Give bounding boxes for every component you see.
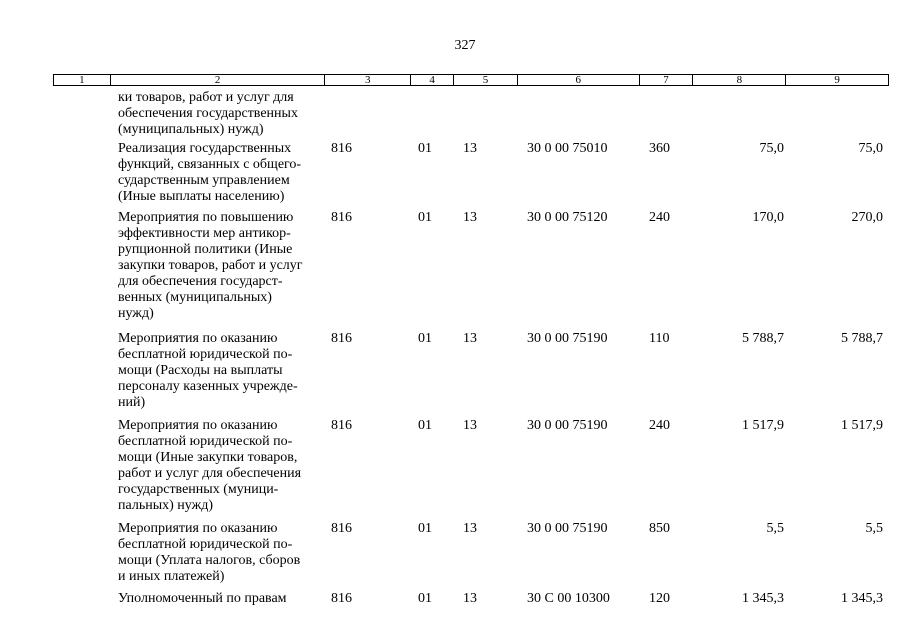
row-pr: 13 (463, 210, 477, 225)
row-sum-2: 75,0 (858, 141, 883, 156)
row-name: Мероприятия по оказанию бесплатной юридической по- мощи (Иные закупки товаров, работ и услуг для обеспечения государственных (муници- пальных) нужд) (118, 418, 302, 513)
row-name: Мероприятия по оказанию бесплатной юридической по- мощи (Расходы на выплаты персоналу казенных учрежде- ний) (118, 331, 298, 410)
row-rz: 01 (418, 591, 432, 606)
table-header (53, 74, 889, 86)
header-cell: 3 (325, 75, 411, 85)
row-pr: 13 (463, 331, 477, 346)
row-ved: 816 (331, 418, 352, 433)
header-cell: 6 (518, 75, 640, 85)
page-number: 327 (454, 38, 476, 53)
row-pr: 13 (463, 418, 477, 433)
row-sum-2: 1 345,3 (841, 591, 883, 606)
row-sum-1: 75,0 (759, 141, 784, 156)
row-ved: 816 (331, 331, 352, 346)
row-pr: 13 (463, 591, 477, 606)
row-rz: 01 (418, 418, 432, 433)
row-pr: 13 (463, 521, 477, 536)
row-sum-1: 170,0 (752, 210, 784, 225)
header-cell: 8 (693, 75, 786, 85)
row-ved: 816 (331, 521, 352, 536)
row-vr: 360 (649, 141, 670, 156)
row-vr: 110 (649, 331, 670, 346)
row-sum-1: 5 788,7 (742, 331, 784, 346)
row-vr: 120 (649, 591, 670, 606)
header-cell: 2 (111, 75, 325, 85)
header-cell: 7 (640, 75, 694, 85)
row-rz: 01 (418, 141, 432, 156)
row-vr: 240 (649, 418, 670, 433)
row-sum-2: 5,5 (865, 521, 883, 536)
row-ved: 816 (331, 210, 352, 225)
row-csr: 30 0 00 75190 (527, 521, 608, 536)
row-vr: 850 (649, 521, 670, 536)
row-ved: 816 (331, 141, 352, 156)
row-ved: 816 (331, 591, 352, 606)
row-pr: 13 (463, 141, 477, 156)
row-vr: 240 (649, 210, 670, 225)
row-sum-2: 5 788,7 (841, 331, 883, 346)
row-name: ки товаров, работ и услуг для обеспечения государственных (муниципальных) нужд) (118, 90, 298, 137)
row-csr: 30 С 00 10300 (527, 591, 610, 606)
row-sum-1: 1 345,3 (742, 591, 784, 606)
header-cell: 9 (834, 74, 840, 86)
row-csr: 30 0 00 75190 (527, 418, 608, 433)
row-name: Мероприятия по повышению эффективности мер антикор- рупционной политики (Иные закупки товаров, работ и услуг для обеспечения государст- венных (муниципальных) нужд) (118, 210, 303, 321)
row-sum-2: 270,0 (851, 210, 883, 225)
row-csr: 30 0 00 75190 (527, 331, 608, 346)
header-cell: 1 (54, 75, 111, 85)
header-cell: 4 (411, 75, 454, 85)
row-rz: 01 (418, 210, 432, 225)
row-name: Уполномоченный по правам (118, 591, 287, 606)
row-sum-2: 1 517,9 (841, 418, 883, 433)
row-sum-1: 5,5 (766, 521, 784, 536)
header-cell: 5 (454, 75, 518, 85)
row-rz: 01 (418, 331, 432, 346)
row-csr: 30 0 00 75120 (527, 210, 608, 225)
row-name: Мероприятия по оказанию бесплатной юридической по- мощи (Уплата налогов, сборов и иных платежей) (118, 521, 301, 584)
row-sum-1: 1 517,9 (742, 418, 784, 433)
row-rz: 01 (418, 521, 432, 536)
row-csr: 30 0 00 75010 (527, 141, 608, 156)
row-name: Реализация государственных функций, связанных с общего- сударственным управлением (Иные выплаты населению) (118, 141, 302, 204)
